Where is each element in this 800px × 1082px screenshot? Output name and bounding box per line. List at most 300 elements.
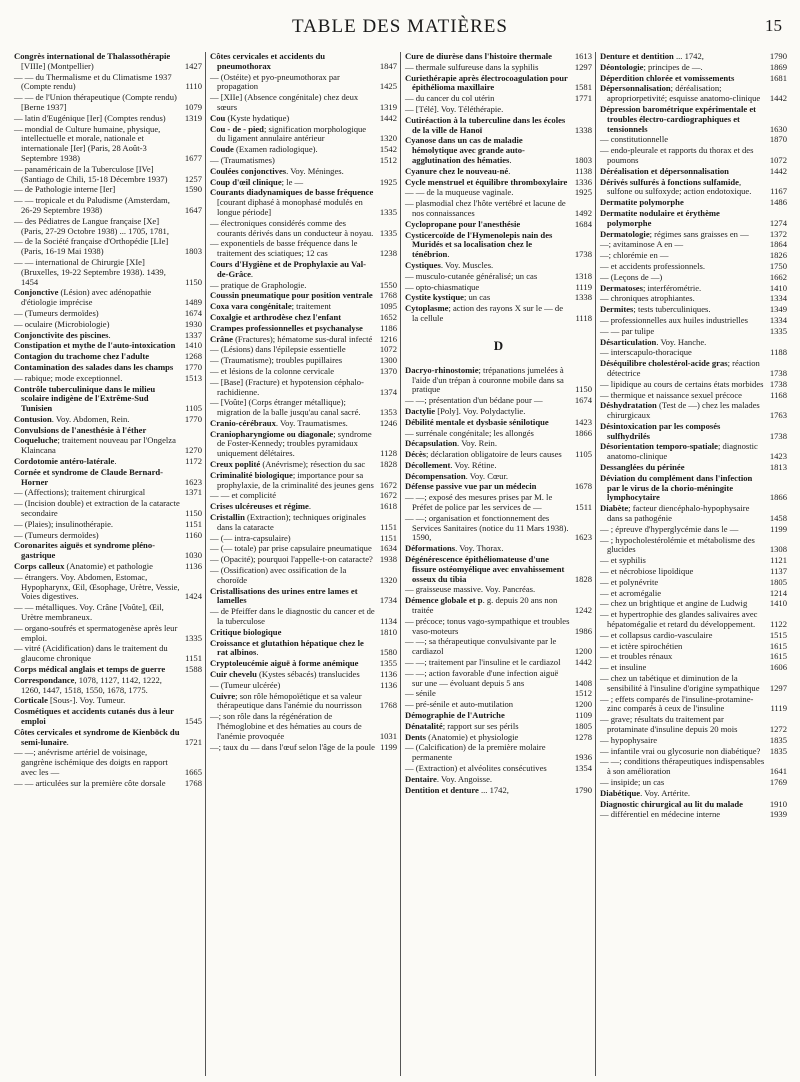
index-entry-page: 1335 [184,632,202,643]
index-entry-page: 1588 [184,664,202,675]
index-entry-page: 1354 [574,763,592,773]
index-entry-page: 1160 [185,529,202,540]
index-entry [405,293,592,303]
index-entry-page: 1110 [185,81,202,92]
index-entry-text: — (Plaies); insulinothérapie. [14,518,114,529]
index-entry [600,578,787,588]
index-entry-text: — mondial de Culture humaine, physique, intellectuelle et morale, nationale et internationale [Ier] (Paris, 28 Août-3 Septembre 1938) [14,123,161,163]
index-entry [405,396,592,406]
index-entry-page: 1738 [769,378,787,389]
index-entry [210,125,397,145]
index-entry-page: 1151 [185,518,202,529]
index-entry-text: Dermites; tests tuberculiniques. [600,304,711,315]
index-entry-page: 1151 [185,653,202,664]
index-entry-text: — — de la muqueuse vaginale. [405,187,514,198]
index-entry-page: 1864 [769,239,787,250]
index-entry [600,504,787,524]
index-entry-text: Dermatite polymorphe [600,197,684,208]
index-entry [210,555,397,565]
index-entry-text: — pratique de Graphologie. [210,279,307,290]
index-entry-text: Désintoxication par les composés sulfhydrilés [600,420,721,441]
index-entry-page: 1128 [380,448,397,459]
index-entry [210,566,397,586]
index-entry [600,262,787,272]
index-entry-text: — (Tumeurs dermoïdes) [14,529,99,540]
index-entry-text: Craniopharyngiome ou diagonale; syndrome de Foster-Kennedy; troubles pyramidaux uniquement délétaires. [210,428,372,459]
index-entry-text: Critique biologique [210,626,282,637]
index-entry-text: — panaméricain de la Tuberculose [IVe] (Santiago de Chili, 15-18 Décembre 1937) [14,163,168,184]
index-entry [405,700,592,710]
index-entry-text: — (— totale) par prise capsulaire pneumatique [210,543,372,554]
index-entry-text: Déviation du complément dans l'infection par le virus de la chorio-méningite lymphocytaire [600,472,753,503]
index-entry-text: — plasmodial chez l'hôte vertébré et lacune de nos connaissances [405,198,566,218]
index-entry-page: 1590 [184,184,202,195]
index-entry-text: Cours d'Hygiène et de Prophylaxie au Val-de-Grâce. [210,258,366,279]
index-entry-text: — et insuline [600,662,647,673]
index-entry-page: 1866 [574,427,592,438]
index-entry [600,663,787,673]
index-entry [210,281,397,291]
index-entry-page: 1866 [769,492,787,503]
index-entry [600,63,787,73]
index-entry [210,587,397,607]
index-entry [210,659,397,669]
index-entry-text: Cordotomie antéro-latérale. [14,456,117,467]
index-entry-page: 1665 [184,766,202,777]
index-entry-page: 1374 [379,386,397,397]
page-title: TABLE DES MATIÈRES [292,16,508,37]
index-entry [14,748,202,777]
index-entry-text: Côtes cervicales et accidents du pneumothorax [210,52,326,71]
index-entry-page: 1214 [769,587,787,598]
index-entry [600,674,787,694]
index-entry [405,429,592,439]
index-entry-text: — et ictère spirochétien [600,640,683,651]
index-entry-page: 1939 [769,809,787,820]
index-entry [405,764,592,774]
index-entry-page: 1925 [574,187,592,198]
index-entry-text: — —; conditions thérapeutiques indispensables à son amélioration [600,756,765,777]
index-entry-page: 1334 [769,293,787,304]
index-entry [14,52,202,72]
index-entry [210,419,397,429]
index-entry-page: 1634 [379,543,397,554]
index-entry [14,165,202,185]
index-entry [210,460,397,470]
index-entry-page: 1319 [184,112,202,123]
index-entry-text: Déperdition chlorée et vomissements [600,72,735,83]
index-entry-text: — du cancer du col utérin [405,93,495,104]
index-entry-page: 1803 [574,154,592,165]
index-entry-page: 1828 [574,573,592,584]
index-entry [405,743,592,763]
index-entry-page: 1151 [380,532,397,543]
index-entry-page: 1151 [380,521,397,532]
index-entry-text: — (Incision double) et extraction de la cataracte secondaire [14,498,180,519]
index-entry-page: 1030 [184,550,202,561]
index-entry-page: 1492 [574,207,592,218]
index-entry-text: Crâne (Fractures); hématome sus-dural infecté [210,333,373,344]
index-entry-page: 1334 [769,314,787,325]
index-entry-text: Dacryo-rhinostomie; trépanations jumelées à l'aide d'un trépan à couronne mobile dans sa pratique [405,364,564,395]
index-entry [14,309,202,319]
index-entry-page: 1410 [184,340,202,351]
index-entry [600,525,787,535]
index-entry-text: —; taux du — dans l'œuf selon l'âge de la poule [210,741,375,752]
index-entry-text: Dermatite nodulaire et érythème polymorphe [600,207,720,228]
index-entry-page: 1216 [379,333,397,344]
index-entry-page: 1734 [379,595,397,606]
index-entry-text: Cou - de - pied; signification morphologique du ligament annulaire antérieur [210,123,367,144]
index-entry-page: 1337 [184,329,202,340]
index-entry [405,775,592,785]
index-entry-text: — oculaire (Microbiologie) [14,318,110,329]
index-entry [210,513,397,533]
index-entry-page: 1150 [575,384,592,395]
index-entry [405,136,592,165]
index-entry-text: — — de l'Union thérapeutique (Compte rendu) [Berne 1937] [14,92,177,112]
index-entry-page: 1188 [770,347,787,358]
index-entry-page: 1427 [184,60,202,71]
index-entry-text: Coude (Examen radiologique). [210,144,318,155]
index-entry-page: 1442 [574,657,592,668]
index-entry-text: — rabique; mode exceptionnel. [14,372,123,383]
index-entry [14,237,202,257]
index-entry [600,463,787,473]
index-column-2 [205,52,400,1076]
index-entry [14,320,202,330]
index-entry [600,359,787,379]
index-entry [405,366,592,395]
index-entry [14,603,202,623]
index-entry-page: 1318 [574,270,592,281]
index-entry [210,430,397,459]
index-entry-text: Criminalité biologique; importance pour sa prophylaxie, de la criminalité des jeunes gens [210,469,374,490]
index-entry-text: Déshydratation (Test de —) chez les malades chirurgicaux [600,400,760,421]
index-entry-text: Contusion. Voy. Abdomen, Rein. [14,413,130,424]
index-entry-page: 1986 [574,625,592,636]
index-entry [14,93,202,113]
index-entry [405,105,592,115]
index-entry-page: 1813 [769,462,787,473]
index-entry-page: 1410 [769,282,787,293]
index-entry-text: — vitré (Acidification) dans le traitement du glaucome chronique [14,643,168,664]
index-entry-page: 1770 [184,413,202,424]
index-entry [600,736,787,746]
index-entry-text: Convulsions de l'anesthésie à l'éther [14,424,147,435]
index-entry-page: 1335 [379,227,397,238]
index-entry-text: — thermique et naissance sexuel précoce [600,389,742,400]
index-entry [210,471,397,491]
index-entry [405,514,592,543]
index-entry [14,331,202,341]
index-entry-page: 1335 [379,206,397,217]
index-entry [600,348,787,358]
index-entry-text: — de la Société française d'Orthopédie [LIe] (Paris, 16-19 Mai 1938) [14,236,169,257]
index-entry-text: Côtes cervicales et syndrome de Kienböck du semi-lunaire. [14,726,180,747]
index-entry-page: 1835 [769,745,787,756]
index-entry-text: — (— intra-capsulaire) [210,532,291,543]
index-entry-text: Dégénérescence épithéliomateuse d'une fissure ostéomyélique avec envahissement osseux du tibia [405,554,565,584]
index-entry [405,63,592,73]
index-entry-page: 1408 [574,677,592,688]
index-entry-text: Crampes professionnelles et psychanalyse [210,322,363,333]
index-entry-text: Croissance et glutathion hépatique chez le rat albinos. [210,637,364,658]
index-entry-page: 1199 [380,741,397,752]
index-entry [405,544,592,554]
index-entry-page: 1545 [184,716,202,726]
index-entry-text: — organo-soufrés et spermatogenèse après leur emploi. [14,622,178,643]
index-entry [210,367,397,377]
index-entry-page: 1319 [379,101,397,112]
index-entry [405,116,592,136]
index-entry-page: 1910 [769,798,787,809]
index-entry [600,316,787,326]
index-entry-text: — [Télé]. Voy. Téléthérapie. [405,103,504,114]
index-entry [210,534,397,544]
index-entry [405,711,592,721]
index-entry-page: 1109 [575,710,592,721]
index-entry [210,239,397,259]
index-entry [210,114,397,124]
index-entry-page: 1121 [770,555,787,566]
index-entry [600,380,787,390]
index-entry-text: Déréalisation et dépersonnalisation [600,165,729,176]
index-entry-text: — et collapsus cardio-vasculaire [600,629,713,640]
index-entry-text: —; avitaminose A en — [600,239,684,250]
index-entry-page: 1769 [769,776,787,787]
index-entry-page: 1072 [769,154,787,165]
index-entry-text: Cyanose dans un cas de maladie hémolytique avec grande auto-agglutination des hématies. [405,135,525,165]
index-entry-text: — (Ossification) avec ossification de la choroïde [210,565,347,585]
index-entry-page: 1349 [769,304,787,315]
index-entry-text: — et syphilis [600,555,646,566]
index-entry-text: Dentition et denture ... 1742, [405,784,509,795]
index-entry [210,73,397,93]
index-entry-page: 1150 [185,508,202,519]
index-entry-page: 1410 [769,598,787,609]
index-entry-text: Cosmétiques et accidents cutanés dus à leur emploi [14,706,174,726]
index-entry [210,178,397,188]
index-entry [14,779,202,789]
index-entry [405,669,592,689]
index-entry [600,230,787,240]
index-entry-text: Dents (Anatomie) et physiologie [405,731,519,742]
index-entry [600,52,787,62]
index-entry-page: 1790 [769,52,787,61]
index-entry [14,624,202,644]
index-entry-text: — —; présentation d'un bédane pour — [405,395,543,406]
index-entry-text: Coronarites aiguës et syndrome pléno-gastrique [14,540,155,561]
index-entry-text: Creux poplité (Anévrisme); résection du sac [210,459,366,470]
index-entry-text: — différentiel en médecine interne [600,809,721,820]
index-entry-page: 1118 [575,312,592,323]
index-entry [600,209,787,229]
index-entry-text: Cryptoleucémie aiguë à forme anémique [210,658,359,669]
index-entry-text: — thermale sulfureuse dans la syphilis [405,61,539,72]
index-entry-text: — ; épreuve d'hyperglycémie dans le — [600,523,739,534]
index-entry [405,178,592,188]
index-entry-text: Cutiréaction à la tuberculine dans les écoles de la ville de Hanoï [405,114,566,135]
index-entry [600,757,787,777]
index-entry-page: 1423 [769,451,787,462]
index-entry-page: 1738 [769,430,787,441]
index-entry-page: 1674 [574,395,592,406]
index-entry-text: Conjonctive (Lésion) avec adénopathie d'étiologie imprécise [14,287,152,308]
index-entry-text: Coxa vara congénitale; traitement [210,301,332,312]
index-entry-text: — opto-chiasmatique [405,281,480,292]
index-entry [14,728,202,748]
index-entry-page: 1134 [380,616,397,627]
index-entry-text: Coussin pneumatique pour position ventrale [210,290,373,301]
index-entry-text: Contamination des salades dans les champs [14,361,174,372]
index-entry-page: 1138 [575,165,592,176]
index-entry [14,73,202,93]
index-entry-text: Cristallin (Extraction); techniques originales dans la cataracte [210,512,366,532]
index-entry-page: 1274 [769,217,787,228]
index-entry [405,74,592,94]
index-entry-text: Désorientation temporo-spatiale; diagnostic anatomo-clinique [600,441,758,462]
index-entry-text: Curiethérapie après électrocoagulation pour épithélioma maxillaire [405,72,568,93]
index-entry-page: 1136 [380,679,397,690]
index-entry-page: 1370 [379,365,397,376]
index-entry [14,341,202,351]
index-columns [10,52,790,1076]
index-entry-text: — hypophysaire [600,734,658,745]
index-entry-text: Débilité mentale et dysbasie sénilotique [405,416,549,427]
index-entry-page: 1512 [379,154,397,165]
index-entry-page: 1790 [574,784,592,795]
index-entry-text: — — métalliques. Voy. Crâne [Voûte], Œil, Urètre membraneux. [14,602,164,623]
index-entry-text: Courants diadynamiques de basse fréquence [courant diphasé à monophasé modulés en longue période] [210,187,374,217]
index-entry [405,482,592,492]
index-entry [600,167,787,177]
index-entry-text: Déontologie; principes de —. [600,61,703,72]
index-column-4 [595,52,790,1076]
index-entry-text: Cure de diurèse dans l'histoire thermale [405,52,552,61]
index-entry-text: — (Traumatismes) [210,154,275,165]
index-entry [14,573,202,602]
index-entry-text: — et hypertrophie des glandes salivaires avec hépatomégalie et retard du développement. [600,609,758,630]
index-entry-page: 1681 [769,72,787,83]
index-entry [600,778,787,788]
index-entry [210,219,397,239]
index-entry-text: Décompensation. Voy. Cœur. [405,470,508,481]
index-entry [210,681,397,691]
index-entry-page: 1372 [769,228,787,239]
index-entry-text: — grave; résultats du traitement par protaminate d'insuline depuis 20 mois [600,714,738,734]
index-entry [210,398,397,418]
index-entry [210,712,397,741]
index-entry-page: 1423 [574,416,592,427]
index-entry-text: Coxalgie et arthrodèse chez l'enfant [210,311,342,322]
index-entry [210,502,397,512]
index-entry-page: 1805 [574,720,592,731]
index-entry-page: 1136 [185,561,202,572]
index-entry-page: 1272 [769,724,787,734]
index-entry [600,74,787,84]
index-entry-page: 1297 [769,682,787,693]
index-entry-text: — surrénale congénitale; les allongés [405,427,534,438]
index-entry-text: — —; organisation et fonctionnement des Services Sanitaires (notice du 11 Mars 1938). 1590, [405,512,569,543]
index-entry-text: Contrôle tuberculinique dans le milieu scolaire indigène de l'Extrême-Sud Tunisien [14,383,156,414]
index-entry-page: 1167 [770,186,787,197]
index-entry-page: 1511 [575,502,592,513]
index-entry [14,562,202,572]
index-entry [600,401,787,421]
index-entry-page: 1618 [379,501,397,512]
index-entry-text: — — international de Chirurgie [XIe] (Bruxelles, 19-22 Septembre 1938). 1439, 1454 [14,256,166,287]
index-entry [14,385,202,414]
index-entry-page: 1615 [769,640,787,651]
index-entry-page: 1442 [379,112,397,123]
index-entry-text: — de Pfeiffer dans le diagnostic du cancer et de la tuberculose [210,606,375,627]
page-number: 15 [765,16,782,35]
index-entry-page: 1200 [574,699,592,710]
index-entry [14,258,202,287]
index-entry [600,695,787,715]
index-entry-text: — sénile [405,688,436,699]
index-entry [210,345,397,355]
index-entry-text: Cystite kystique; un cas [405,292,491,303]
index-entry-text: Dentaire. Voy. Angoisse. [405,773,493,784]
index-entry-text: — — tropicale et du Paludisme (Amsterdam, 26-29 Septembre 1938) [14,195,170,215]
index-entry-text: — (Affections); traitement chirurgical [14,487,146,498]
index-column-3 [400,52,595,1076]
index-entry [210,378,397,398]
index-entry-page: 1771 [574,93,592,104]
index-entry-text: Cranio-cérébraux. Voy. Traumatismes. [210,417,348,428]
index-entry-page: 1489 [184,297,202,308]
index-entry-page: 1442 [769,93,787,104]
index-entry-text: Contagion du trachome chez l'adulte [14,351,150,362]
index-entry [405,493,592,513]
index-entry [600,178,787,198]
index-entry-page: 1270 [184,445,202,456]
index-entry [14,415,202,425]
index-entry [405,94,592,104]
index-entry-page: 1320 [379,133,397,144]
index-entry-text: — —; traitement par l'insuline et le cardiazol [405,657,561,668]
index-column-1 [10,52,205,1076]
index-entry-page: 1738 [769,367,787,378]
index-entry-page: 1297 [574,61,592,72]
index-entry [405,167,592,177]
index-entry-page: 1805 [769,576,787,587]
index-entry [405,786,592,796]
index-entry [405,52,592,62]
index-entry-page: 1770 [184,361,202,372]
index-entry-page: 1268 [184,351,202,362]
index-entry-page: 1119 [575,281,592,292]
index-entry-page: 1810 [379,626,397,637]
index-entry-text: — endo-pleurale et rapports du thorax et des poumons [600,145,754,165]
index-entry-text: — infantile vrai ou glycosurie non diabétique? [600,745,761,756]
index-entry [405,461,592,471]
index-entry-text: — —; action favorable d'une infection aiguë sur une — évoluant depuis 5 ans [405,667,559,688]
index-entry [600,338,787,348]
index-entry-text: Diabète; facteur diencéphalo-hypophysaire dans sa pathogénie [600,503,750,524]
index-entry-page: 1938 [379,554,397,565]
index-entry-page: 1684 [574,218,592,229]
index-entry-page: 1168 [770,389,787,400]
index-entry [210,639,397,659]
index-entry-text: — — articulées sur la première côte dorsale [14,777,166,788]
index-entry-text: Dermatologie; régimes sans graisses en — [600,228,749,239]
index-entry-text: — et lésions de la colonne cervicale [210,365,335,376]
index-entry-text: —; son rôle dans la régénération de l'hémoglobine et des hématies au cours de l'anémie provoquée [210,711,362,741]
index-entry [14,114,202,124]
